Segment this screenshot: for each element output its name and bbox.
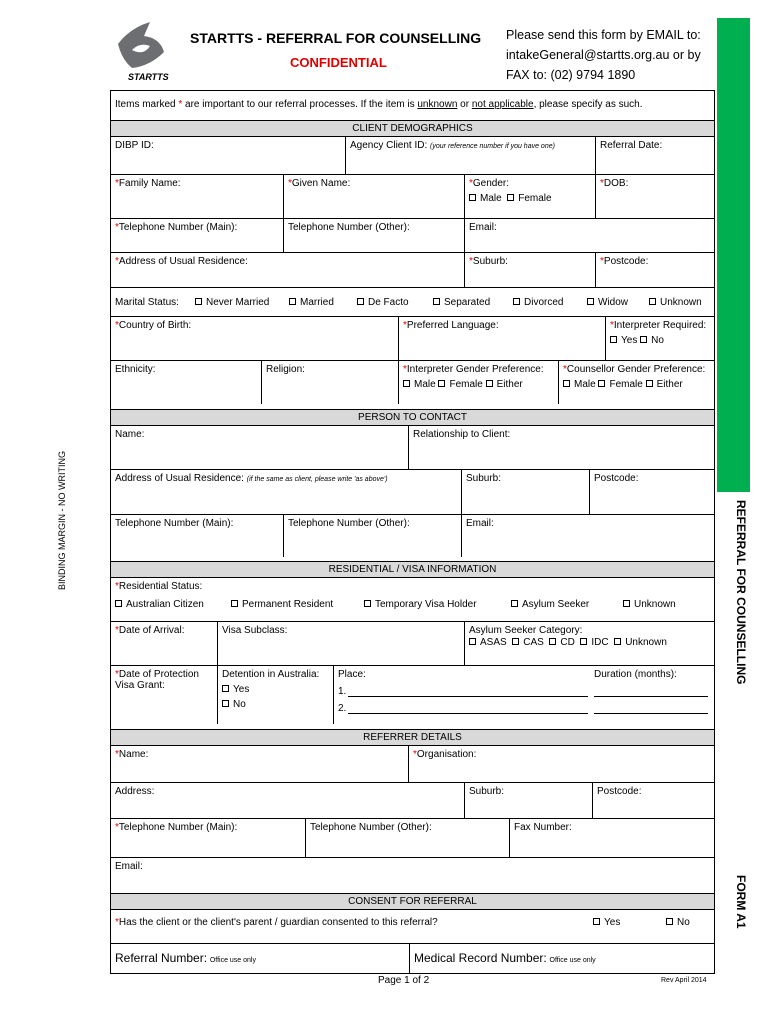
- gender-field: *Gender: Male Female: [464, 175, 595, 218]
- res-australian-citizen[interactable]: Australian Citizen: [115, 599, 204, 610]
- intro-text: Items marked * are important to our referral processes. If the item is unknown or not applicable, please specify as such.: [115, 99, 643, 110]
- asylum-asas[interactable]: [469, 638, 476, 645]
- contact-telephone-other-field[interactable]: Telephone Number (Other):: [283, 515, 461, 557]
- form-title: STARTTS - REFERRAL FOR COUNSELLING: [190, 30, 482, 46]
- duration-line-2[interactable]: [594, 713, 708, 714]
- religion-field[interactable]: Religion:: [261, 361, 398, 404]
- visa-information-header: RESIDENTIAL / VISA INFORMATION: [111, 561, 714, 577]
- binding-margin-label: BINDING MARGIN - NO WRITING: [57, 451, 67, 590]
- person-to-contact-header: PERSON TO CONTACT: [111, 409, 714, 425]
- referral-number-field[interactable]: Referral Number: Office use only: [115, 951, 256, 965]
- couns-gender-male[interactable]: [563, 380, 570, 387]
- marital-status-field: [111, 288, 714, 316]
- contact-postcode-field[interactable]: Postcode:: [589, 470, 714, 514]
- arrival-row: [111, 621, 714, 665]
- revision-date: Rev April 2014: [661, 977, 707, 984]
- interp-gender-male[interactable]: [403, 380, 410, 387]
- client-telephone-other-field[interactable]: Telephone Number (Other):: [283, 219, 464, 252]
- contact-telephone-row: [111, 514, 714, 557]
- referrer-telephone-main-field[interactable]: *Telephone Number (Main):: [115, 822, 238, 833]
- gender-female-checkbox[interactable]: [507, 194, 514, 201]
- referrer-name-row: [111, 745, 714, 782]
- svg-text:STARTTS: STARTTS: [128, 72, 169, 82]
- referrer-suburb-field[interactable]: Suburb:: [464, 783, 592, 818]
- referrer-email-row: [111, 857, 714, 892]
- res-permanent-resident[interactable]: Permanent Resident: [231, 599, 333, 610]
- consent-question: Has the client or the client's parent / guardian consented to this referral?: [118, 917, 438, 928]
- asylum-category-field: Asylum Seeker Category: ASAS CAS CD IDC Unknown: [464, 622, 714, 665]
- referral-form: [110, 90, 715, 974]
- marital-status-label: Marital Status:: [115, 297, 179, 308]
- couns-gender-female[interactable]: [598, 380, 605, 387]
- ethnicity-field[interactable]: Ethnicity:: [115, 364, 156, 375]
- consent-no-checkbox[interactable]: No: [666, 917, 690, 928]
- residential-status-row: [111, 577, 714, 621]
- referrer-name-field[interactable]: *Name:: [115, 749, 149, 760]
- res-temporary-visa-holder[interactable]: Temporary Visa Holder: [364, 599, 477, 610]
- counsellor-gender-field: *Counsellor Gender Preference: Male Female Either: [558, 361, 714, 404]
- country-of-birth-field[interactable]: *Country of Birth:: [115, 320, 192, 331]
- green-side-bar: [717, 18, 750, 492]
- form-number-label: FORM A1: [734, 875, 748, 929]
- consent-field: *Has the client or the client's parent / guardian consented to this referral? Yes No: [115, 917, 690, 928]
- detention-no[interactable]: [222, 700, 229, 707]
- detention-field: Detention in Australia: Yes No: [217, 666, 333, 724]
- dibp-id-field[interactable]: DIBP ID:: [115, 140, 154, 151]
- page-number: Page 1 of 2: [378, 975, 430, 986]
- asylum-unknown[interactable]: [614, 638, 621, 645]
- contact-email-field[interactable]: Email:: [461, 515, 714, 557]
- referrer-address-field[interactable]: Address:: [115, 786, 155, 797]
- client-demographics-header: CLIENT DEMOGRAPHICS: [111, 120, 714, 136]
- consent-row: [111, 909, 714, 943]
- marital-separated[interactable]: Separated: [433, 297, 490, 308]
- dob-field[interactable]: *DOB:: [595, 175, 714, 218]
- referrer-details-header: REFERRER DETAILS: [111, 729, 714, 745]
- consent-yes-checkbox[interactable]: Yes: [593, 917, 620, 928]
- protection-visa-grant-field[interactable]: *Date of Protection Visa Grant:: [115, 669, 199, 691]
- duration-line-1[interactable]: [594, 696, 708, 697]
- res-asylum-seeker[interactable]: Asylum Seeker: [511, 599, 589, 610]
- marital-never-married[interactable]: Never Married: [195, 297, 269, 308]
- consent-header: CONSENT FOR REFERRAL: [111, 893, 714, 909]
- gender-male-checkbox[interactable]: [469, 194, 476, 201]
- interpreter-required-field: *Interpreter Required: Yes No: [605, 317, 714, 360]
- contact-address-field[interactable]: Address of Usual Residence: (if the same as client, please write 'as above'): [115, 473, 388, 484]
- asylum-cd[interactable]: [549, 638, 556, 645]
- residential-status-field: *Residential Status: Australian Citizen Permanent Resident Temporary Visa Holder Asylum Seeker Unknown: [115, 581, 676, 610]
- referrer-email-field[interactable]: Email:: [115, 861, 143, 872]
- referrer-organisation-field[interactable]: *Organisation:: [408, 746, 714, 782]
- asylum-cas[interactable]: [512, 638, 519, 645]
- referral-date-field[interactable]: Referral Date:: [595, 137, 714, 174]
- ethnicity-row: [111, 360, 714, 404]
- client-suburb-field[interactable]: *Suburb:: [464, 253, 595, 287]
- res-unknown[interactable]: Unknown: [623, 599, 676, 610]
- country-language-row: [111, 316, 714, 360]
- client-telephone-row: [111, 218, 714, 252]
- client-email-field[interactable]: Email:: [464, 219, 714, 252]
- marital-widow[interactable]: Widow: [587, 297, 628, 308]
- detention-yes[interactable]: [222, 685, 229, 692]
- medical-record-number-field[interactable]: Medical Record Number: Office use only: [409, 944, 714, 974]
- marital-unknown[interactable]: Unknown: [649, 297, 702, 308]
- place-line-1[interactable]: [348, 696, 588, 697]
- client-telephone-main-field[interactable]: *Telephone Number (Main):: [115, 222, 238, 233]
- contact-name-row: [111, 425, 714, 469]
- intro-row: [111, 91, 714, 120]
- detention-place-field: Place: Duration (months): 1. 2.: [333, 666, 714, 724]
- interpreter-gender-field: *Interpreter Gender Preference: Male Female Either: [398, 361, 558, 404]
- referrer-telephone-other-field[interactable]: Telephone Number (Other):: [305, 819, 509, 857]
- contact-suburb-field[interactable]: Suburb:: [461, 470, 589, 514]
- contact-address-row: [111, 469, 714, 514]
- protection-row: [111, 665, 714, 724]
- marital-married[interactable]: Married: [289, 297, 334, 308]
- contact-telephone-main-field[interactable]: Telephone Number (Main):: [115, 518, 234, 529]
- marital-divorced[interactable]: Divorced: [513, 297, 563, 308]
- visa-subclass-field[interactable]: Visa Subclass:: [217, 622, 464, 665]
- referrer-address-row: [111, 782, 714, 818]
- client-id-row: [111, 136, 714, 174]
- client-name-row: [111, 174, 714, 218]
- referrer-telephone-row: [111, 818, 714, 857]
- interp-gender-female[interactable]: [438, 380, 445, 387]
- date-of-arrival-field[interactable]: *Date of Arrival:: [115, 625, 185, 636]
- couns-gender-either[interactable]: [646, 380, 653, 387]
- contact-name-field[interactable]: Name:: [115, 429, 145, 440]
- office-use-row: [111, 943, 714, 974]
- startts-logo: [110, 16, 170, 86]
- interpreter-yes-checkbox[interactable]: [610, 336, 617, 343]
- side-title: REFERRAL FOR COUNSELLING: [734, 500, 748, 685]
- interpreter-no-checkbox[interactable]: [640, 336, 647, 343]
- contact-relationship-field[interactable]: Relationship to Client:: [408, 426, 714, 469]
- confidential-label: CONFIDENTIAL: [290, 55, 387, 70]
- marital-de-facto[interactable]: De Facto: [357, 297, 409, 308]
- client-postcode-field[interactable]: *Postcode:: [595, 253, 714, 287]
- preferred-language-field[interactable]: *Preferred Language:: [398, 317, 605, 360]
- referrer-fax-field[interactable]: Fax Number:: [509, 819, 714, 857]
- given-name-field[interactable]: *Given Name:: [283, 175, 464, 218]
- client-address-field[interactable]: *Address of Usual Residence:: [115, 256, 248, 267]
- family-name-field[interactable]: *Family Name:: [115, 178, 181, 189]
- marital-status-row: [111, 287, 714, 316]
- asylum-idc[interactable]: [580, 638, 587, 645]
- agency-client-id-field[interactable]: Agency Client ID: (your reference number if you have one): [345, 137, 595, 174]
- send-instructions: Please send this form by EMAIL to: intakeGeneral@startts.org.au or by FAX to: (02) 9794 1890: [506, 28, 701, 82]
- client-address-row: [111, 252, 714, 287]
- place-line-2[interactable]: [348, 713, 588, 714]
- interp-gender-either[interactable]: [486, 380, 493, 387]
- referrer-postcode-field[interactable]: Postcode:: [592, 783, 714, 818]
